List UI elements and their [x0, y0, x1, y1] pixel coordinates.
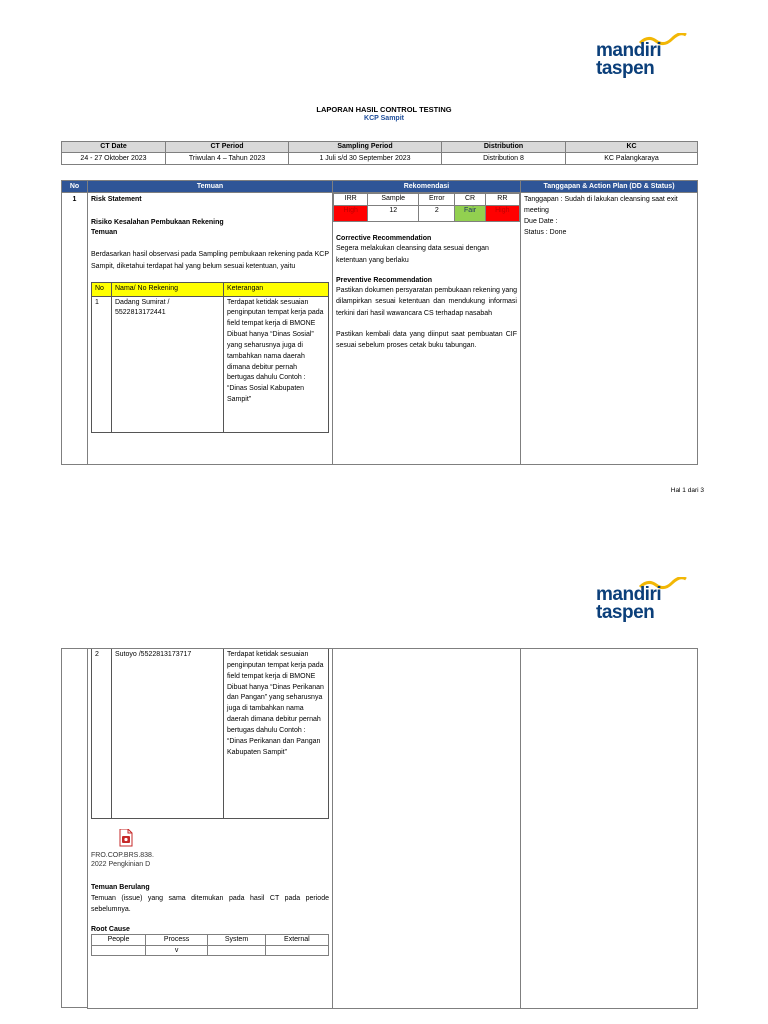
account-list-table-continued: [91, 648, 329, 819]
response-text: Tanggapan : Sudah di lakukan cleansing saat exit meeting: [524, 196, 678, 214]
findings-table: [61, 180, 698, 465]
preventive-text-2: Pastikan kembali data yang diinput saat pembuatan CIF sesuai sebelum proses cetak buku tabungan.: [336, 330, 517, 349]
attachment-label-1[interactable]: FRO.COP.BRS.838.: [91, 852, 154, 859]
rc-col-system: System: [208, 935, 266, 945]
file-attachment-icon[interactable]: [119, 829, 133, 847]
temuan-berulang-text: Temuan (issue) yang sama ditemukan pada hasil CT pada periode sebelumnya.: [91, 894, 329, 913]
distribution-value: Distribution 8: [442, 153, 566, 165]
error-value: 2: [419, 206, 455, 222]
col-distribution: Distribution: [442, 142, 566, 153]
list-col-no: No: [92, 282, 112, 296]
root-cause-table: [91, 934, 329, 956]
rc-val-external: [265, 945, 328, 955]
report-subtitle: KCP Sampit: [364, 115, 404, 122]
rc-col-process: Process: [145, 935, 207, 945]
ct-info-table: [61, 141, 698, 165]
rc-val-process: v: [145, 945, 207, 955]
temuan-cell: [88, 193, 333, 465]
logo-text-mandiri: mandiri: [596, 584, 662, 605]
col-no: No: [62, 181, 88, 193]
list-row-name: Dadang Sumirat / 5522813172441: [112, 296, 224, 432]
rating-table: [333, 193, 520, 222]
risk-title: Risiko Kesalahan Pembukaan Rekening: [91, 219, 224, 227]
col-kc: KC: [566, 142, 698, 153]
kc-value: KC Palangkaraya: [566, 153, 698, 165]
mandiri-taspen-logo: [596, 577, 696, 627]
corrective-label: Corrective Recommendation: [336, 235, 432, 242]
tanggapan-cell: [521, 193, 698, 465]
preventive-label: Preventive Recommendation: [336, 276, 433, 284]
col-tanggapan: Tanggapan & Action Plan (DD & Status): [521, 181, 698, 193]
risk-statement-label: Risk Statement: [91, 196, 142, 203]
col-rekomendasi: Rekomendasi: [333, 181, 521, 193]
temuan-description: Berdasarkan hasil observasi pada Sampling pembukaan rekening pada KCP Sampit, diketahui terdapat hal yang belum sesuai ketentuan, yaitu: [91, 251, 329, 270]
rekomendasi-cell-continued: [333, 649, 521, 1009]
rekomendasi-cell: [333, 193, 521, 465]
temuan-cell-continued: [88, 649, 333, 1009]
rating-col-error: Error: [419, 194, 455, 206]
rating-col-rr: RR: [485, 194, 519, 206]
row-number-column: [61, 648, 87, 1008]
col-sampling-period: Sampling Period: [289, 142, 442, 153]
rc-val-system: [208, 945, 266, 955]
logo-text-mandiri: mandiri: [596, 40, 662, 61]
attachment-label-2[interactable]: 2022 Pengkinian D: [91, 861, 151, 869]
rating-col-cr: CR: [455, 194, 485, 206]
temuan-label: Temuan: [91, 228, 118, 236]
due-date-text: Due Date :: [524, 217, 558, 225]
rc-val-people: [92, 945, 146, 955]
table-row: [92, 296, 329, 432]
sample-value: 12: [368, 206, 419, 222]
logo-text-taspen: taspen: [596, 602, 655, 623]
list-row-desc: Terdapat ketidak sesuaian penginputan tempat kerja pada field tempat kerja di BMONE Dibuat hanya “Dinas Sosial” yang seharusnya juga di tambahkan nama daerah dimana debitur pernah bertugas dahulu Contoh : “Dinas Sosial Kabupaten Sampit”: [224, 296, 329, 432]
temuan-berulang-label: Temuan Berulang: [91, 884, 150, 892]
ct-date-value: 24 - 27 Oktober 2023: [62, 153, 166, 165]
findings-table-continued: [87, 648, 698, 1009]
table-row: [92, 649, 329, 819]
account-list-table: [91, 282, 329, 433]
corrective-text: Segera melakukan cleansing data sesuai dengan ketentuan yang berlaku: [336, 245, 489, 264]
status-text: Status : Done: [524, 228, 567, 236]
irr-badge: High: [334, 206, 368, 222]
rc-col-people: People: [92, 935, 146, 945]
col-ct-period: CT Period: [166, 142, 289, 153]
col-ct-date: CT Date: [62, 142, 166, 153]
list-row-no: 1: [92, 296, 112, 432]
logo-text-taspen: taspen: [596, 58, 655, 79]
rating-col-irr: IRR: [334, 194, 368, 206]
list-col-desc: Keterangan: [224, 282, 329, 296]
list-row-desc: Terdapat ketidak sesuaian penginputan tempat kerja pada field tempat kerja di BMONE Dibuat hanya “Dinas Perikanan dan Pangan” yang seharusnya juga di tambahkan nama daerah dimana debitur pernah bertugas dahulu Contoh : “Dinas Perikanan dan Pangan Kabupaten Sampit”: [224, 649, 329, 819]
list-row-no: 2: [92, 649, 112, 819]
rating-col-sample: Sample: [368, 194, 419, 206]
page-2: [0, 560, 768, 1024]
sampling-period-value: 1 Juli s/d 30 September 2023: [289, 153, 442, 165]
tanggapan-cell-continued: [521, 649, 698, 1009]
preventive-text-1: Pastikan dokumen persyaratan pembukaan rekening yang dilampirkan sesuai ketentuan dan mendukung informasi terkini dari hasil wawancara CS terhadap nasabah: [336, 287, 517, 317]
cr-badge: Fair: [455, 206, 485, 222]
row-number: 1: [62, 193, 88, 465]
rr-badge: High: [485, 206, 519, 222]
ct-period-value: Triwulan 4 – Tahun 2023: [166, 153, 289, 165]
report-title: LAPORAN HASIL CONTROL TESTING: [316, 105, 452, 114]
page-number: Hal 1 dari 3: [670, 487, 704, 494]
mandiri-taspen-logo: [596, 33, 696, 83]
col-temuan: Temuan: [88, 181, 333, 193]
list-row-name: Sutoyo /5522813173717: [112, 649, 224, 819]
root-cause-label: Root Cause: [91, 926, 130, 933]
list-col-name: Nama/ No Rekening: [112, 282, 224, 296]
rc-col-external: External: [265, 935, 328, 945]
